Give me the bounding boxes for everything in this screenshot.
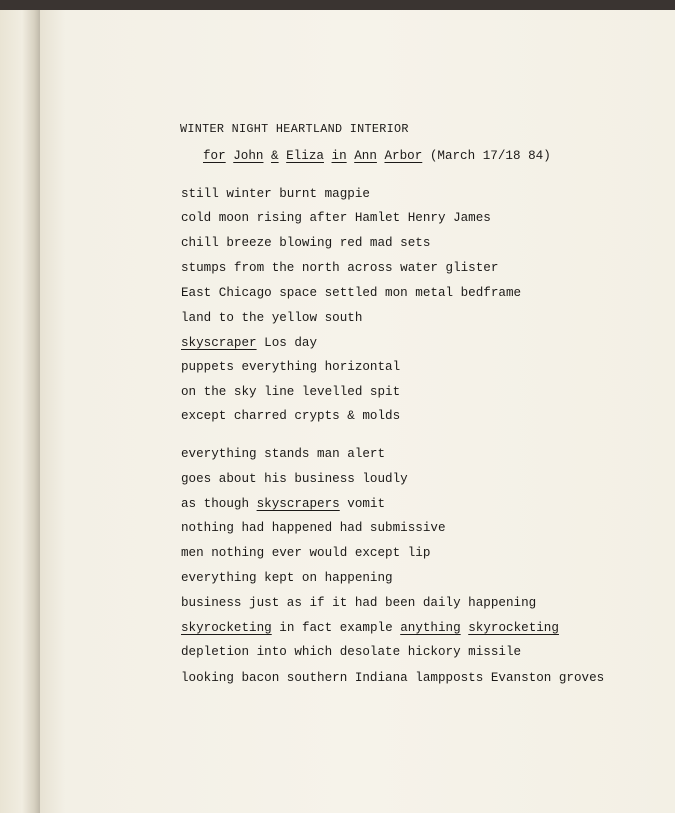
dedication [203,150,551,163]
poem-line: on the sky line levelled spit [181,385,401,399]
poem-line: puppets everything horizontal [181,360,401,374]
line-text: vomit [347,497,386,511]
poem-line: stumps from the north across water glister [181,261,499,275]
poem-line: depletion into which desolate hickory missile [181,645,522,659]
poem-line: men nothing ever would except lip [181,546,431,560]
poem-line [181,622,559,635]
book-top-edge [0,0,675,10]
poem-line: business just as if it had been daily happening [181,596,537,610]
poem-line: chill breeze blowing red mad sets [181,236,431,250]
line-text: Los day [264,336,318,350]
poem-line: everything stands man alert [181,447,386,461]
poem-line: still winter burnt magpie [181,187,370,201]
poem-line: nothing had happened had submissive [181,521,446,535]
poem-line: looking bacon southern Indiana lampposts Evanston groves [181,671,605,685]
dedication-john: John [233,149,264,163]
poem-line: cold moon rising after Hamlet Henry James [181,211,491,225]
poem-title: WINTER NIGHT HEARTLAND INTERIOR [180,122,409,136]
poem-line: except charred crypts & molds [181,409,401,423]
poem-line: East Chicago space settled mon metal bedframe [181,286,522,300]
underlined-word: skyscraper [181,336,257,350]
dedication-in: in [331,149,347,163]
poem-line [181,498,385,511]
dedication-ann: Ann [354,149,377,163]
left-page-edge [0,10,40,813]
underlined-word: anything [400,621,461,635]
underlined-word: skyscrapers [256,497,340,511]
dedication-eliza: Eliza [286,149,324,163]
dedication-arbor: Arbor [384,149,423,163]
poem-line: goes about his business loudly [181,472,408,486]
poem-line: everything kept on happening [181,571,393,585]
underlined-word: skyrocketing [181,621,272,635]
dedication-amp: & [271,149,279,163]
line-text: as though [181,497,250,511]
line-text: in fact example [279,621,393,635]
poem-line [181,337,317,350]
poem-line: land to the yellow south [181,311,363,325]
underlined-word: skyrocketing [468,621,559,635]
dedication-date: (March 17/18 84) [429,149,551,163]
dedication-for: for [203,149,226,163]
